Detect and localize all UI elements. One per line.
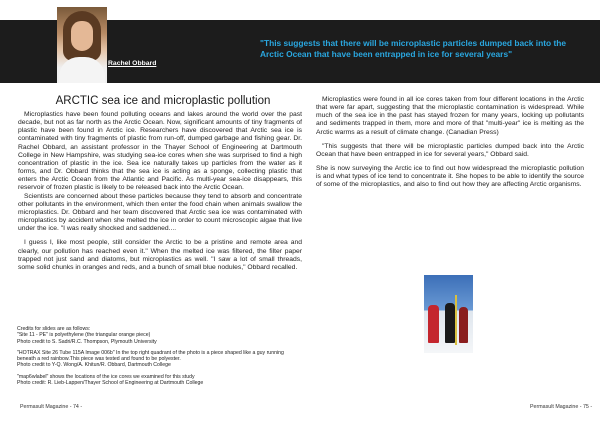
field-research-photo <box>424 275 473 353</box>
credits-heading: Credits for slides are as follows: <box>17 326 91 332</box>
credit-line: Photo credit to S. Sadri/R.C. Thompson, Plymouth University <box>17 338 157 345</box>
image-credits <box>17 326 300 386</box>
credit-line: "Site 11 - PE" is polyethylene (the triangular orange piece) <box>17 332 151 339</box>
portrait-photo <box>57 7 107 83</box>
credit-line: Photo credit: R. Lieb-Lappen/Thayer School of Engineering at Dartmouth College <box>17 380 204 387</box>
article-title: ARCTIC sea ice and microplastic pollution <box>55 95 271 107</box>
left-column <box>18 111 302 272</box>
paragraph: Scientists are concerned about these particles because they tend to absorb and concentrate other pollutants in the environment, which then enter the food chain when animals swallow the microplastics. Dr. Obbard and her team discovered that Arctic sea ice was contaminated with microplastics by accident when she melted the ice in order to count microscopic algae that live under the ice. "I was really shocked and saddened.... <box>18 192 302 233</box>
credit-line: Photo credit to Y-Q. Wong/A. Khitun/R. Obbard, Dartmouth College <box>17 362 171 369</box>
paragraph: Microplastics have been found polluting oceans and lakes around the world over the past decade, but not as far north as the Arctic Ocean. Now, significant amounts of tiny fragments of plastic have been found in Arctic ice. Researchers have discovered that Arctic sea ice is contaminated with tiny fragments of plastic from run-off, dumped garbage and fishing gear. Dr. Rachel Obbard, an assistant professor in the Thayer School of Engineering at Dartmouth College in New Hampshire, was studying sea-ice cores when she was surprised to find a high concentration of plastic in the ice. Sea ice naturally takes up particles from the water as it forms, and Dr. Obbard thinks that the sea ice is acting as a sponge, collecting plastic that enters the Arctic Ocean from the Atlantic and Pacific. As multi-year sea-ice disappears, this reservoir of frozen plastic is likely to be released back into the Arctic Ocean. <box>18 111 302 192</box>
page-footer-right: Permasult Magazine - 75 - <box>530 404 593 410</box>
paragraph: I guess I, like most people, still consider the Arctic to be a pristine and remote area and clearly, our pollution has reached even it." When the melted ice was filtered, the filter paper trapped not just sand and diatoms, but microplastics as well. "I saw a lot of small threads, some solid chunks in oranges and reds, and a bunch of small blue nodules," Obbard recalled. <box>18 239 302 271</box>
credit-line: "map6wlabel" shows the locations of the ice cores we examined for this study <box>17 373 195 380</box>
paragraph: She is now surveying the Arctic ice to find out how widespread the microplastic pollution is and what types of ice tend to concentrate it. She hopes to be able to identify the source of some of the microplastics, and also to find out how they are affecting Arctic organisms. <box>316 165 584 189</box>
paragraph: "This suggests that there will be microplastic particles dumped back into the Arctic Ocean that have been entrapped in ice for several years," Obbard said. <box>316 142 584 158</box>
page-footer-left: Permasult Magazine - 74 - <box>20 404 83 410</box>
pull-quote: "This suggests that there will be microplastic particles dumped back into the Arctic Ocean that have been entrapped in ice for several years" <box>260 38 567 59</box>
photo-caption: Rachel Obbard <box>108 60 157 67</box>
paragraph: Microplastics were found in all ice cores taken from four different locations in the Arctic that were far apart, suggesting that the microplastic contamination is widespread. While much of the sea ice in the past has stayed frozen for many years, locking up pollutants and sediments trapped in them, more and more of that "multi-year" ice is melting as the Arctic warms as a result of climate change. (Canadian Press) <box>316 96 584 136</box>
credit-line: "HOTRAX Site 26 Tube 115A Image 006b" In the top right quadrant of the photo is a piece shaped like a guy running beneath a red rainbow.This piece was tested and found to be polyester. <box>17 349 284 363</box>
right-column <box>316 96 584 190</box>
